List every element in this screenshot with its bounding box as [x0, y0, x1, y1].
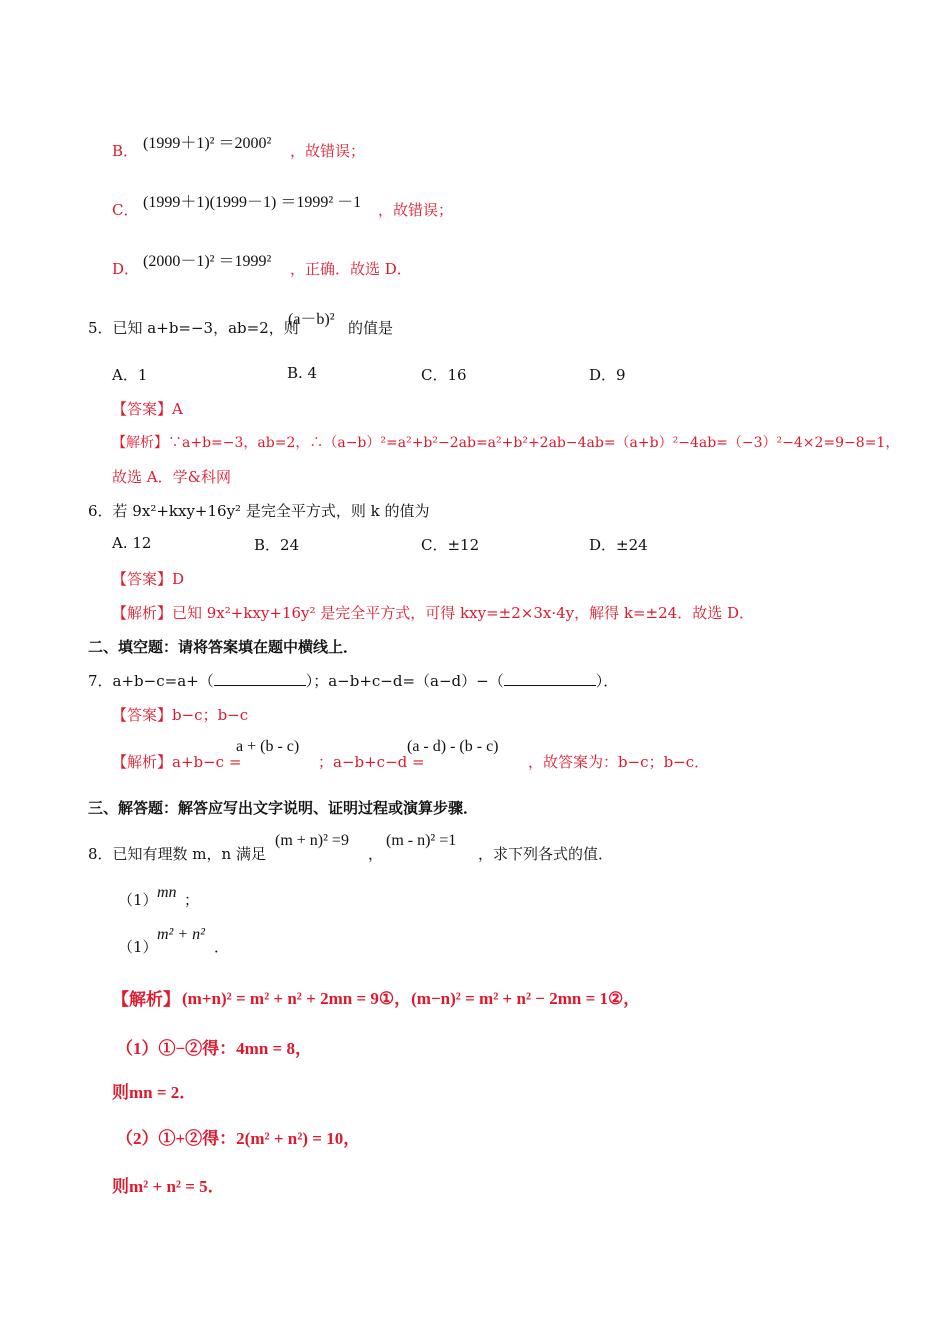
q8-sub2-tail: ．	[214, 938, 230, 956]
q8-stem-tail: ，求下列各式的值．	[478, 845, 614, 863]
q4-option-c-math: (1999＋1)(1999－1) ＝1999² －1	[143, 194, 362, 211]
q7-blank-2[interactable]	[504, 671, 596, 686]
q6-option-c: C．±12	[421, 536, 480, 554]
q7-analysis-math1: a + (b - c)	[236, 738, 300, 755]
q6-stem: 6．若 9x²+kxy+16y² 是完全平方式，则 k 的值为	[88, 502, 430, 520]
q5-analysis-line2: 故选 A．学&科网	[112, 468, 231, 486]
q5-option-b: B. 4	[287, 364, 318, 382]
q7-stem	[88, 670, 618, 691]
q8-stem-math1: (m + n)² =9	[275, 832, 349, 849]
q6-option-d: D．±24	[589, 536, 648, 554]
q8-step1-result: 则mn = 2．	[112, 1083, 197, 1102]
q4-option-d-tail: ，正确．故选 D．	[290, 260, 412, 278]
q8-analysis-math: (m+n)² = m² + n² + 2mn = 9①，(m−n)² = m² + n² − 2mn = 1②，	[182, 989, 641, 1008]
q7-analysis-pre: 【解析】a+b−c =	[112, 753, 242, 771]
q4-option-d-label: D．	[112, 260, 140, 278]
q6-option-b: B．24	[254, 536, 300, 554]
q8-sub2-math: m² + n²	[157, 926, 205, 943]
q7-analysis-mid: ；a−b+c−d =	[318, 753, 425, 771]
q5-answer: 【答案】A	[112, 400, 183, 418]
q7-blank-1[interactable]	[214, 671, 306, 686]
q5-stem-tail: 的值是	[348, 319, 394, 337]
q4-option-c-label: C．	[112, 201, 139, 219]
q8-step2-result: 则m² + n² = 5．	[112, 1177, 225, 1196]
q8-analysis-label: 【解析】	[112, 990, 180, 1010]
q8-sub2-label: （1）	[118, 938, 158, 956]
q6-option-a: A. 12	[112, 534, 152, 552]
q4-option-d-math: (2000－1)² ＝1999²	[143, 253, 272, 270]
q5-option-c: C．16	[421, 366, 467, 384]
q8-sub1-label: （1）	[118, 891, 158, 909]
q5-stem: 5．已知 a+b=−3，ab=2，则	[88, 319, 299, 337]
q7-analysis-math2: (a - d) - (b - c)	[407, 738, 499, 755]
q7-analysis-post: ，故答案为：b−c；b−c．	[528, 753, 710, 771]
q8-sub1-tail: ；	[184, 891, 200, 909]
q7-stem-part-c: ）．	[595, 672, 619, 690]
q7-stem-part-b: ）；a−b+c−d=（a−d）−（	[305, 672, 504, 690]
q8-step1: （1）①−②得：4mn = 8，	[116, 1039, 312, 1058]
q4-option-b-label: B．	[112, 142, 139, 160]
q8-sub1-math: mn	[157, 884, 177, 901]
q4-option-b-tail: ，故错误；	[290, 142, 366, 160]
q7-answer: 【答案】b−c；b−c	[112, 706, 249, 724]
q8-stem-sep: ，	[368, 845, 384, 863]
q7-stem-part-a: 7．a+b−c=a+（	[88, 672, 214, 690]
q8-step2: （2）①+②得：2(m² + n²) = 10，	[116, 1129, 361, 1148]
q8-stem: 8．已知有理数 m，n 满足	[88, 845, 266, 863]
section-solution-heading: 三、解答题：解答应写出文字说明、证明过程或演算步骤．	[88, 799, 479, 817]
q4-option-b-math: (1999＋1)² ＝2000²	[143, 135, 272, 152]
q4-option-c-tail: ，故错误；	[378, 201, 454, 219]
q5-option-d: D．9	[589, 366, 626, 384]
q5-analysis-line1: 【解析】∵a+b=−3，ab=2，∴（a−b）²=a²+b²−2ab=a²+b²+2ab−4ab=（a+b）²−4ab=（−3）²−4×2=9−8=1，	[112, 435, 900, 451]
q6-analysis: 【解析】已知 9x²+kxy+16y² 是完全平方式，可得 kxy=±2×3x·4y，解得 k=±24．故选 D．	[112, 604, 754, 622]
q5-option-a: A．1	[112, 366, 148, 384]
q8-stem-math2: (m - n)² =1	[386, 832, 457, 849]
q5-stem-math: (a－b)²	[288, 311, 335, 328]
q6-answer: 【答案】D	[112, 570, 185, 588]
section-fill-in-heading: 二、填空题：请将答案填在题中横线上．	[88, 638, 359, 656]
